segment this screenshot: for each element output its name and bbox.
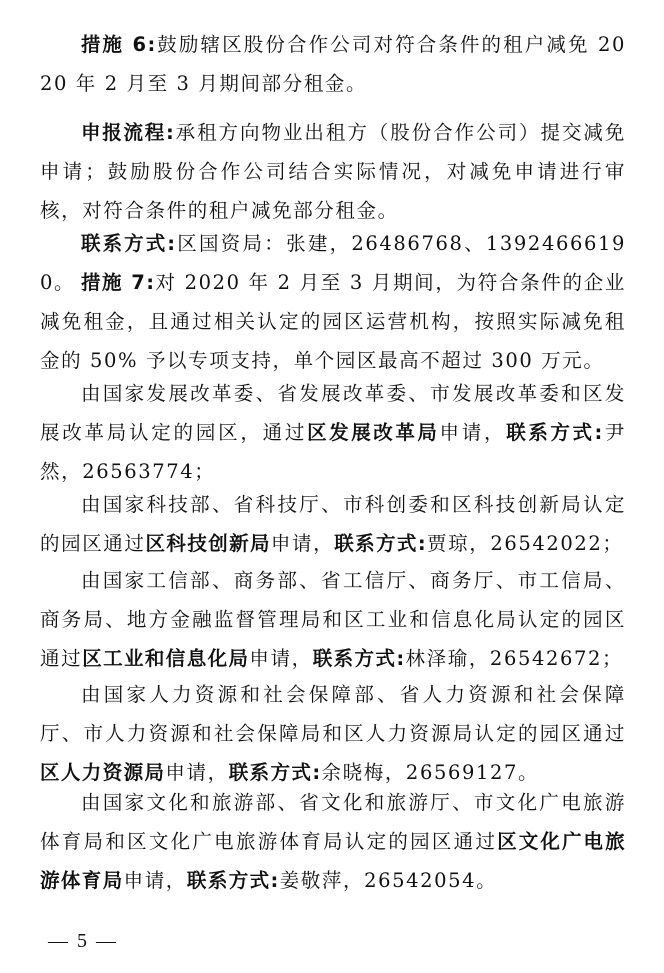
sci-tech-paragraph bbox=[40, 485, 626, 563]
measure-7-paragraph bbox=[40, 263, 626, 380]
hr-contact-label: 联系方式: bbox=[228, 761, 322, 784]
contact-label: 联系方式: bbox=[81, 232, 177, 255]
sci-tech-lead: 由国家科技部、省科技厅、市科创委和区科技创新局认定的园区通过 bbox=[40, 493, 626, 555]
culture-contact: 姜敬萍，26542054。 bbox=[279, 869, 498, 892]
procedure-text: 承租方向物业出租方（股份合作公司）提交减免申请；鼓励股份合作公司结合实际情况，对减免申请进行审核，对符合条件的租户减免部分租金。 bbox=[40, 121, 626, 222]
measure-6-paragraph bbox=[40, 25, 626, 103]
dev-reform-contact: 尹然，26563774； bbox=[40, 421, 626, 483]
measure-6-text: 鼓励辖区股份合作公司对符合条件的租户减免 2020 年 2 月至 3 月期间部分租金。 bbox=[40, 33, 626, 95]
hr-paragraph bbox=[40, 675, 626, 792]
hr-contact: 余晓梅，26569127。 bbox=[321, 761, 540, 784]
measure-7-text: 对 2020 年 2 月至 3 月期间，为符合条件的企业减免租金，且通过相关认定的园区运营机构，按照实际减免租金的 50% 予以专项支持，单个园区最高不超过 300 万元。 bbox=[40, 271, 627, 372]
sci-tech-dept: 区科技创新局 bbox=[145, 532, 271, 555]
industry-contact: 林泽瑜，26542672； bbox=[405, 647, 624, 670]
industry-dept: 区工业和信息化局 bbox=[82, 647, 250, 670]
culture-lead: 由国家文化和旅游部、省文化和旅游厅、市文化广电旅游体育局和区文化广电旅游体育局认定的园区通过 bbox=[40, 791, 626, 853]
culture-paragraph bbox=[40, 783, 626, 900]
procedure-paragraph bbox=[40, 113, 626, 230]
hr-lead: 由国家人力资源和社会保障部、省人力资源和社会保障厅、市人力资源和社会保障局和区人力资源局认定的园区通过 bbox=[40, 683, 626, 745]
page-number: — 5 — bbox=[48, 930, 118, 952]
dev-reform-dept: 区发展改革局 bbox=[307, 421, 440, 444]
procedure-label: 申报流程: bbox=[81, 121, 176, 144]
sci-tech-contact: 贾琼，26542022； bbox=[427, 532, 624, 555]
industry-lead: 由国家工信部、商务部、省工信厅、商务厅、市工信局、商务局、地方金融监督管理局和区工业和信息化局认定的园区通过 bbox=[40, 569, 626, 670]
measure-6-label: 措施 6: bbox=[81, 33, 157, 56]
contact-text: 区国资局：张建，26486768、13924666190。 bbox=[40, 232, 626, 294]
culture-contact-label: 联系方式: bbox=[186, 869, 280, 892]
dev-reform-contact-label: 联系方式: bbox=[506, 421, 604, 444]
dev-reform-lead: 由国家发展改革委、省发展改革委、市发展改革委和区发展改革局认定的园区，通过 bbox=[40, 382, 626, 444]
sci-tech-apply: 申请， bbox=[270, 532, 335, 555]
industry-paragraph bbox=[40, 561, 626, 678]
industry-contact-label: 联系方式: bbox=[312, 647, 406, 670]
culture-dept: 区文化广电旅游体育局 bbox=[40, 830, 626, 892]
measure-7-label: 措施 7: bbox=[81, 271, 156, 294]
hr-apply: 申请， bbox=[165, 761, 229, 784]
dev-reform-paragraph bbox=[40, 374, 626, 491]
sci-tech-contact-label: 联系方式: bbox=[334, 532, 428, 555]
hr-dept: 区人力资源局 bbox=[40, 761, 166, 784]
dev-reform-apply: 申请， bbox=[439, 421, 507, 444]
culture-apply: 申请， bbox=[123, 869, 187, 892]
industry-apply: 申请， bbox=[249, 647, 313, 670]
